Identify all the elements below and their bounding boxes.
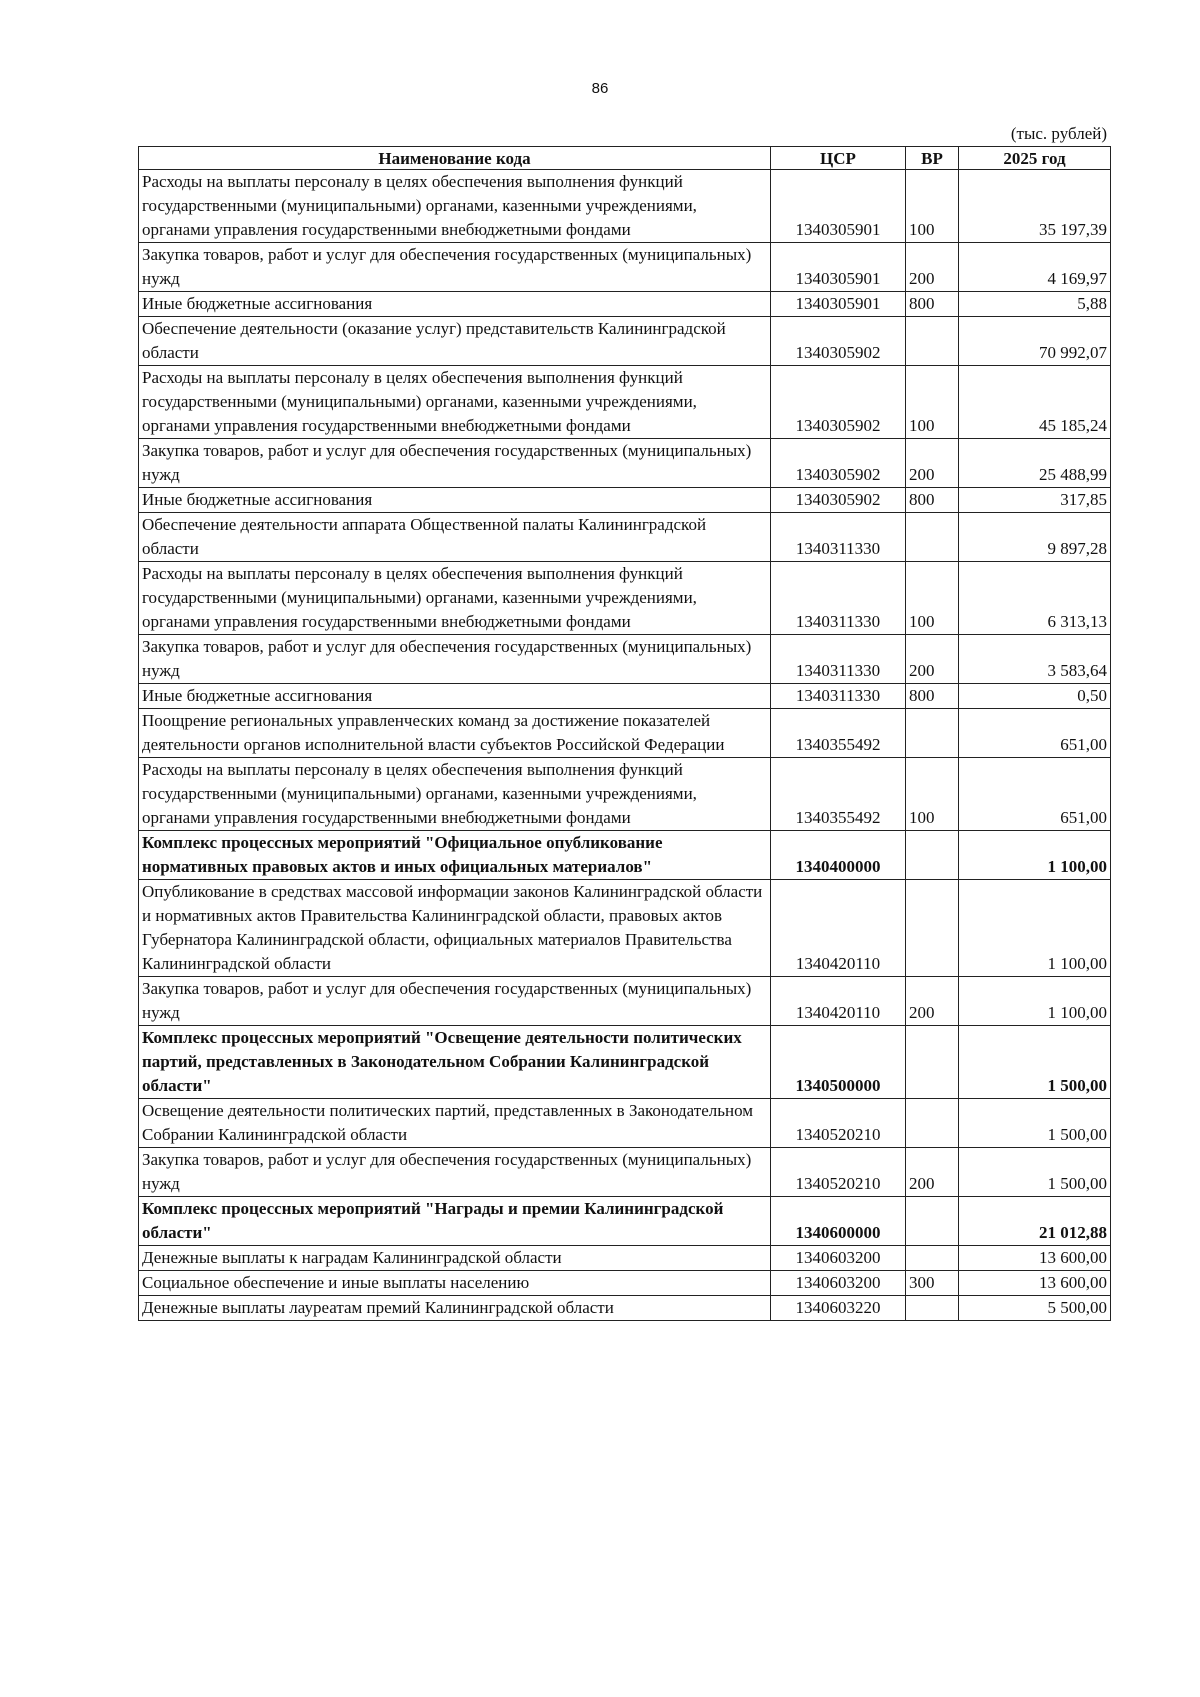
row-csr: 1340305902 (771, 488, 906, 513)
table-row (139, 1099, 1111, 1148)
table-row (139, 880, 1111, 977)
header-vr: ВР (906, 147, 959, 170)
row-amount: 3 583,64 (959, 635, 1111, 684)
row-name: Обеспечение деятельности (оказание услуг) представительств Калининградской области (139, 317, 771, 366)
row-csr: 1340603200 (771, 1271, 906, 1296)
row-vr (906, 1197, 959, 1246)
table-body (139, 170, 1111, 1321)
row-name: Иные бюджетные ассигнования (139, 292, 771, 317)
row-csr: 1340420110 (771, 880, 906, 977)
row-amount: 1 500,00 (959, 1148, 1111, 1197)
table-row (139, 1246, 1111, 1271)
row-csr: 1340520210 (771, 1099, 906, 1148)
row-amount: 6 313,13 (959, 562, 1111, 635)
row-amount: 35 197,39 (959, 170, 1111, 243)
table-row (139, 243, 1111, 292)
table-row (139, 562, 1111, 635)
row-csr: 1340305902 (771, 439, 906, 488)
row-vr: 800 (906, 684, 959, 709)
budget-table (138, 146, 1111, 1321)
header-csr: ЦСР (771, 147, 906, 170)
table-row (139, 366, 1111, 439)
row-csr: 1340305901 (771, 292, 906, 317)
row-name: Закупка товаров, работ и услуг для обеспечения государственных (муниципальных) нужд (139, 635, 771, 684)
row-name: Опубликование в средствах массовой информации законов Калининградской области и нормативных актов Правительства Калининградской области, правовых актов Губернатора Калининградской области, официальных материалов Правительства Калининградской области (139, 880, 771, 977)
row-vr: 200 (906, 977, 959, 1026)
row-name: Комплекс процессных мероприятий "Освещение деятельности политических партий, представленных в Законодательном Собрании Калининградской области" (139, 1026, 771, 1099)
row-csr: 1340311330 (771, 562, 906, 635)
table-row (139, 1026, 1111, 1099)
row-name: Расходы на выплаты персоналу в целях обеспечения выполнения функций государственными (муниципальными) органами, казенными учреждениями, органами управления государственными внебюджетными фондами (139, 170, 771, 243)
table-row (139, 977, 1111, 1026)
table-row (139, 1271, 1111, 1296)
row-csr: 1340311330 (771, 513, 906, 562)
row-amount: 1 100,00 (959, 880, 1111, 977)
table-row (139, 1148, 1111, 1197)
row-amount: 0,50 (959, 684, 1111, 709)
table-row (139, 170, 1111, 243)
row-vr: 300 (906, 1271, 959, 1296)
table-row (139, 513, 1111, 562)
row-name: Закупка товаров, работ и услуг для обеспечения государственных (муниципальных) нужд (139, 439, 771, 488)
row-amount: 5,88 (959, 292, 1111, 317)
row-csr: 1340603220 (771, 1296, 906, 1321)
table-row (139, 1197, 1111, 1246)
table-header-row (139, 147, 1111, 170)
row-amount: 1 500,00 (959, 1099, 1111, 1148)
row-name: Закупка товаров, работ и услуг для обеспечения государственных (муниципальных) нужд (139, 1148, 771, 1197)
page-number: 86 (591, 80, 609, 97)
row-name: Расходы на выплаты персоналу в целях обеспечения выполнения функций государственными (муниципальными) органами, казенными учреждениями, органами управления государственными внебюджетными фондами (139, 366, 771, 439)
row-csr: 1340305901 (771, 243, 906, 292)
row-csr: 1340305902 (771, 317, 906, 366)
row-vr: 800 (906, 292, 959, 317)
row-amount: 13 600,00 (959, 1271, 1111, 1296)
row-name: Закупка товаров, работ и услуг для обеспечения государственных (муниципальных) нужд (139, 243, 771, 292)
row-name: Расходы на выплаты персоналу в целях обеспечения выполнения функций государственными (муниципальными) органами, казенными учреждениями, органами управления государственными внебюджетными фондами (139, 758, 771, 831)
row-name: Расходы на выплаты персоналу в целях обеспечения выполнения функций государственными (муниципальными) органами, казенными учреждениями, органами управления государственными внебюджетными фондами (139, 562, 771, 635)
row-csr: 1340305901 (771, 170, 906, 243)
table-row (139, 292, 1111, 317)
row-csr: 1340400000 (771, 831, 906, 880)
row-name: Поощрение региональных управленческих команд за достижение показателей деятельности органов исполнительной власти субъектов Российской Федерации (139, 709, 771, 758)
row-amount: 651,00 (959, 758, 1111, 831)
table-row (139, 317, 1111, 366)
header-year: 2025 год (959, 147, 1111, 170)
row-name: Социальное обеспечение и иные выплаты населению (139, 1271, 771, 1296)
table-row (139, 831, 1111, 880)
row-name: Комплекс процессных мероприятий "Награды и премии Калининградской области" (139, 1197, 771, 1246)
row-csr: 1340355492 (771, 709, 906, 758)
row-name: Денежные выплаты к наградам Калининградской области (139, 1246, 771, 1271)
row-amount: 13 600,00 (959, 1246, 1111, 1271)
row-vr: 100 (906, 562, 959, 635)
row-vr (906, 709, 959, 758)
row-csr: 1340355492 (771, 758, 906, 831)
row-vr: 800 (906, 488, 959, 513)
row-csr: 1340311330 (771, 684, 906, 709)
table-row (139, 684, 1111, 709)
row-name: Иные бюджетные ассигнования (139, 488, 771, 513)
row-vr (906, 1026, 959, 1099)
row-vr: 200 (906, 1148, 959, 1197)
table-row (139, 439, 1111, 488)
row-amount: 1 100,00 (959, 831, 1111, 880)
row-vr (906, 1296, 959, 1321)
row-csr: 1340311330 (771, 635, 906, 684)
row-amount: 45 185,24 (959, 366, 1111, 439)
row-name: Обеспечение деятельности аппарата Общественной палаты Калининградской области (139, 513, 771, 562)
row-vr: 100 (906, 170, 959, 243)
row-csr: 1340305902 (771, 366, 906, 439)
row-vr (906, 1099, 959, 1148)
row-csr: 1340603200 (771, 1246, 906, 1271)
row-amount: 70 992,07 (959, 317, 1111, 366)
row-name: Закупка товаров, работ и услуг для обеспечения государственных (муниципальных) нужд (139, 977, 771, 1026)
header-name: Наименование кода (139, 147, 771, 170)
table-row (139, 488, 1111, 513)
row-amount: 21 012,88 (959, 1197, 1111, 1246)
table-row (139, 709, 1111, 758)
row-vr (906, 317, 959, 366)
units-label: (тыс. рублей) (1010, 124, 1107, 143)
row-name: Комплекс процессных мероприятий "Официальное опубликование нормативных правовых актов и иных официальных материалов" (139, 831, 771, 880)
row-amount: 9 897,28 (959, 513, 1111, 562)
row-vr (906, 880, 959, 977)
table-row (139, 758, 1111, 831)
row-name: Денежные выплаты лауреатам премий Калининградской области (139, 1296, 771, 1321)
row-amount: 651,00 (959, 709, 1111, 758)
row-vr: 200 (906, 243, 959, 292)
row-csr: 1340520210 (771, 1148, 906, 1197)
row-vr: 100 (906, 366, 959, 439)
row-vr: 200 (906, 635, 959, 684)
row-vr (906, 831, 959, 880)
row-csr: 1340420110 (771, 977, 906, 1026)
table-row (139, 635, 1111, 684)
row-vr (906, 513, 959, 562)
row-vr (906, 1246, 959, 1271)
row-name: Иные бюджетные ассигнования (139, 684, 771, 709)
row-amount: 317,85 (959, 488, 1111, 513)
row-vr: 100 (906, 758, 959, 831)
table-row (139, 1296, 1111, 1321)
row-name: Освещение деятельности политических партий, представленных в Законодательном Собрании Калининградской области (139, 1099, 771, 1148)
row-amount: 1 500,00 (959, 1026, 1111, 1099)
row-amount: 5 500,00 (959, 1296, 1111, 1321)
row-csr: 1340600000 (771, 1197, 906, 1246)
row-amount: 1 100,00 (959, 977, 1111, 1026)
row-amount: 25 488,99 (959, 439, 1111, 488)
row-csr: 1340500000 (771, 1026, 906, 1099)
row-amount: 4 169,97 (959, 243, 1111, 292)
row-vr: 200 (906, 439, 959, 488)
